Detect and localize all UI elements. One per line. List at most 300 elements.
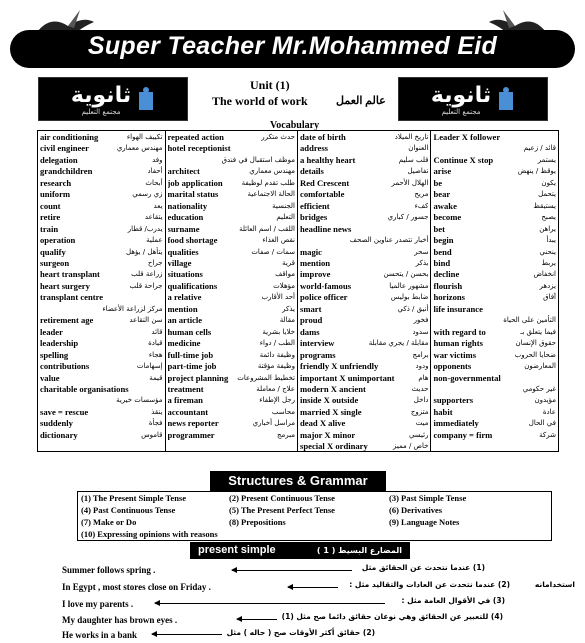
vocab-english: mention [300, 257, 331, 268]
vocab-english: accountant [167, 406, 209, 417]
structure-item: (6) Derivatives [389, 505, 443, 515]
vocab-row [168, 361, 295, 372]
vocab-row [168, 166, 295, 177]
vocab-english: with regard to [433, 326, 486, 337]
vocab-row [300, 304, 428, 315]
vocab-english: heart transplant [40, 269, 100, 280]
vocab-row [40, 155, 163, 166]
vocab-english: air conditioning [40, 132, 99, 142]
vocab-arabic: تخطيط المشروعات [237, 373, 295, 382]
vocab-arabic: متزوج [410, 407, 429, 416]
vocab-english: dead X alive [300, 418, 346, 429]
vocab-row [168, 258, 295, 269]
vocab-row [433, 430, 556, 441]
vocab-english: horizons [433, 292, 465, 303]
vocab-arabic: ضحايا الحروب [514, 350, 556, 359]
vocab-row [300, 258, 428, 269]
structure-item: (4) Past Continuous Tense [81, 505, 176, 515]
vocab-arabic: قيادة [148, 339, 163, 348]
vocab-arabic: المعارضون [524, 362, 556, 371]
vocab-english: begin [433, 235, 454, 246]
vocab-row [168, 269, 295, 280]
vocab-english: operation [40, 235, 76, 246]
vocab-english: date of birth [300, 132, 346, 142]
vocab-row [168, 384, 295, 395]
vocab-arabic: رئيسي [408, 430, 429, 439]
vocab-row [300, 143, 428, 154]
vocab-row [168, 373, 295, 384]
vocab-arabic: حقوق الإنسان [515, 339, 556, 348]
vocab-row [433, 189, 556, 200]
vocab-arabic: مهندس معماري [249, 167, 295, 176]
vocab-arabic: سن التقاعد [129, 316, 163, 325]
unit-title: The world of work [212, 94, 308, 108]
vocab-row [40, 224, 163, 235]
vocab-row [40, 315, 163, 326]
logo [38, 77, 188, 121]
vocab-english: delegation [40, 154, 78, 165]
vocab-arabic: يحسن / يتحسن [383, 270, 429, 279]
vocab-row [168, 304, 295, 315]
vocab-english: bet [433, 223, 445, 234]
vocab-english: a healthy heart [300, 154, 356, 165]
vocab-arabic: حديث [411, 384, 429, 393]
vocab-arabic: أحفاد [147, 167, 163, 176]
vocab-english: interview [300, 338, 335, 349]
vocab-arabic: إسهامات [136, 362, 163, 371]
vocab-row [433, 166, 556, 177]
vocab-row [40, 407, 163, 418]
vocab-english: a relative [167, 292, 202, 303]
vocab-arabic: مقابلة / يجري مقابلة [368, 339, 429, 348]
vocab-english: bend [433, 246, 452, 257]
vocab-row [300, 441, 428, 452]
vocab-row [168, 350, 295, 361]
vocab-row [40, 132, 163, 143]
vocab-arabic: يزدهر [539, 281, 556, 290]
vocab-arabic: مواقف [275, 270, 295, 279]
vocab-english: inside X outside [300, 395, 359, 406]
vocab-row [433, 292, 556, 303]
vocab-english: value [40, 372, 60, 383]
structure-item [308, 528, 429, 540]
vocab-english: war victims [433, 349, 477, 360]
vocab-row [40, 395, 163, 406]
example-sentence: He works in a bank [62, 630, 138, 640]
vocab-arabic: جسور / كباري [387, 213, 429, 222]
vocab-row [300, 395, 428, 406]
vocab-english: full-time job [167, 349, 214, 360]
vocab-english: project planning [167, 372, 229, 383]
usage-rule: (3) في الأقوال العامة مثل : [401, 596, 505, 605]
vocab-row [300, 247, 428, 258]
structures-row [78, 528, 551, 540]
vocab-english: bear [433, 189, 451, 200]
vocab-english: address [300, 143, 329, 154]
vocab-arabic: قرية [282, 258, 295, 267]
vocab-row [168, 201, 295, 212]
vocab-row [433, 315, 556, 326]
vocab-row [300, 327, 428, 338]
vocab-english: retirement age [40, 315, 94, 326]
vocab-english: supporters [433, 395, 474, 406]
vocab-english: become [433, 212, 462, 223]
vocab-row [168, 418, 295, 429]
vocab-row [300, 235, 428, 246]
logo-sub: مجتمع التعليم [441, 107, 481, 116]
vocab-row [40, 189, 163, 200]
vocab-english: mention [167, 303, 198, 314]
vocab-english: an article [167, 315, 203, 326]
vocab-row [433, 350, 556, 361]
vocab-arabic: الطب / دواء [259, 339, 295, 348]
vocab-arabic: جراح [147, 258, 163, 267]
vocab-arabic: يستمر [537, 155, 556, 164]
vocab-english: habit [433, 406, 453, 417]
vocab-arabic: رجل الإطفاء [259, 396, 295, 405]
vocab-english: company = firm [433, 429, 493, 440]
vocab-row [433, 155, 556, 166]
vocab-arabic: فخور [413, 316, 429, 325]
vocab-english: comfortable [300, 189, 345, 200]
vocab-english: village [167, 257, 192, 268]
vocab-arabic: يتقاعد [144, 213, 163, 222]
vocab-english: suddenly [40, 418, 73, 429]
vocab-row [300, 269, 428, 280]
vocab-row [40, 269, 163, 280]
page-title: Super Teacher Mr.Mohammed Eid [87, 32, 498, 60]
vocab-row [168, 235, 295, 246]
vocab-english: research [40, 177, 72, 188]
vocab-english: dictionary [40, 429, 78, 440]
vocab-row [40, 235, 163, 246]
vocab-row [40, 292, 163, 303]
vocab-arabic: يتحمل [538, 190, 556, 199]
vocab-row [40, 361, 163, 372]
vocab-english: proud [300, 315, 323, 326]
vocab-row [40, 304, 163, 315]
vocab-english: a fireman [167, 395, 203, 406]
present-simple-label-arabic: المضارع البسيط ( 1 ) [316, 546, 402, 555]
vocab-english: marital status [167, 189, 219, 200]
vocab-row [40, 373, 163, 384]
vocab-row [40, 350, 163, 361]
vocab-english: charitable organisations [40, 383, 129, 394]
vocab-arabic: الهلال الأحمر [391, 178, 429, 187]
structure-item: (7) Make or Do [81, 517, 137, 527]
vocab-english: food shortage [167, 235, 218, 246]
vocab-arabic: يتأهل / يؤهل [125, 247, 163, 256]
vocab-english: Red Crescent [300, 177, 350, 188]
vocab-arabic: شركة [539, 430, 556, 439]
vocab-arabic: تكييف الهواء [126, 133, 163, 141]
vocab-arabic: غير حكومي [522, 384, 556, 393]
structure-item: (1) The Present Simple Tense [81, 493, 186, 503]
vocab-row [300, 166, 428, 177]
vocab-english: leadership [40, 338, 79, 349]
vocab-arabic: في الحال [528, 419, 556, 428]
vocab-arabic: التعليم [276, 213, 295, 222]
vocab-arabic: انخفاض [533, 270, 556, 279]
vocab-arabic: اللقب / اسم العائلة [239, 224, 295, 233]
vocab-row [433, 235, 556, 246]
vocab-arabic: قائد / زعيم [523, 144, 556, 153]
vocab-row [433, 327, 556, 338]
vocab-english: treatment [167, 383, 204, 394]
vocab-row [40, 178, 163, 189]
vocab-arabic: أخبار تتصدر عناوين الصحف [349, 236, 429, 245]
book-icon [497, 86, 515, 112]
vocab-arabic: ينحني [539, 247, 556, 256]
vocab-english: job application [167, 177, 223, 188]
vocab-arabic: جراحة قلب [129, 281, 163, 290]
header-banner [10, 8, 575, 70]
vocab-row [433, 143, 556, 154]
structure-item: (8) Prepositions [229, 517, 286, 527]
vocab-arabic: ميت [415, 419, 429, 428]
vocab-english: medicine [167, 338, 201, 349]
vocab-arabic: العنوان [408, 144, 429, 153]
vocab-row [300, 132, 428, 143]
vocab-row [300, 361, 428, 372]
example-sentence: My daughter has brown eyes . [62, 615, 178, 625]
vocab-english: special X ordinary [300, 441, 368, 452]
vocab-row [168, 212, 295, 223]
vocab-column [298, 131, 431, 451]
vocab-english: awake [433, 200, 457, 211]
structure-item: (9) Language Notes [389, 517, 460, 527]
vocab-arabic: كفء [414, 201, 429, 210]
vocab-row [433, 247, 556, 258]
structures-row [78, 504, 551, 516]
example-sentence: In Egypt , most stores close on Friday . [62, 582, 211, 592]
vocab-arabic: سحر [414, 247, 429, 256]
vocab-arabic: مهندس معماري [116, 144, 163, 153]
vocab-row [433, 373, 556, 384]
vocab-english: situations [167, 269, 203, 280]
vocab-row [40, 338, 163, 349]
vocab-english: headline news [300, 223, 352, 234]
structures-row [78, 516, 551, 528]
vocab-row [40, 166, 163, 177]
example-sentence: Summer follows spring . [62, 565, 156, 575]
vocab-english: spelling [40, 349, 69, 360]
vocab-row [300, 418, 428, 429]
vocab-arabic: عملية [146, 236, 163, 245]
vocab-english: human rights [433, 338, 483, 349]
vocabulary-heading: Vocabulary [270, 120, 320, 131]
vocab-row [300, 430, 428, 441]
vocab-english: friendly X unfriendly [300, 361, 379, 372]
vocab-english: architect [167, 166, 200, 177]
vocab-english: immediately [433, 418, 479, 429]
vocab-arabic: فجأة [148, 419, 163, 428]
vocab-row [168, 132, 295, 143]
vocabulary-table [37, 130, 559, 452]
vocab-arabic: نقص الغذاء [262, 236, 295, 245]
arrow-icon [232, 570, 352, 571]
vocab-english: uniform [40, 189, 71, 200]
vocab-english: leader [40, 326, 63, 337]
structure-item [430, 528, 551, 540]
vocab-row [168, 281, 295, 292]
vocab-row [433, 269, 556, 280]
vocab-english: magic [300, 246, 322, 257]
vocab-arabic: يستيقظ [533, 201, 556, 210]
vocab-arabic: مراسل أخباري [252, 419, 295, 428]
vocab-arabic: الحالة الاجتماعية [247, 190, 295, 199]
vocab-row [168, 155, 295, 166]
vocab-arabic: آفاق [543, 293, 556, 302]
vocab-english: train [40, 223, 59, 234]
vocab-arabic: مؤهلات [273, 281, 295, 290]
vocab-row [300, 212, 428, 223]
arrow-icon [288, 587, 338, 588]
vocab-arabic: يذكر [282, 304, 295, 313]
structures-table [77, 491, 552, 541]
vocab-arabic: مريح [414, 190, 429, 199]
vocab-arabic: يدرب/ قطار [127, 224, 163, 233]
logo-text: ثانوية [430, 82, 492, 108]
vocab-arabic: يبدأ [546, 236, 556, 245]
vocab-arabic: قلب سليم [398, 155, 429, 164]
vocab-row [433, 407, 556, 418]
vocab-arabic: داخل [413, 396, 429, 405]
vocab-row [168, 143, 295, 154]
vocab-arabic: علاج / معاملة [256, 384, 295, 393]
vocab-arabic: يعد [153, 201, 163, 210]
vocab-row [433, 338, 556, 349]
vocab-row [40, 384, 163, 395]
vocab-row [300, 281, 428, 292]
vocab-arabic: يوقظ / ينهض [517, 167, 556, 176]
vocab-english: qualities [167, 246, 199, 257]
vocab-row [168, 292, 295, 303]
vocab-english: heart surgery [40, 280, 90, 291]
vocab-arabic: مقالة [279, 316, 295, 325]
vocab-english: surname [167, 223, 200, 234]
vocab-row [168, 189, 295, 200]
vocab-arabic: وفد [152, 155, 163, 164]
vocab-row [433, 224, 556, 235]
vocab-row [300, 373, 428, 384]
vocab-arabic: يربط [541, 258, 556, 267]
present-simple-heading [190, 542, 410, 559]
vocab-english: hotel receptionist [167, 143, 231, 154]
usage-rule: (1) عندما نتحدث عن الحقائق مثل [361, 563, 485, 572]
vocab-english: education [167, 212, 204, 223]
vocab-row [168, 327, 295, 338]
vocab-arabic: مؤسسات خيرية [116, 396, 163, 405]
vocab-arabic: مشهور عالميا [389, 281, 429, 290]
vocab-english: married X single [300, 406, 362, 417]
vocab-english: decline [433, 269, 460, 280]
vocab-arabic: هجاء [148, 350, 163, 359]
vocab-row [433, 258, 556, 269]
vocab-english: save = rescue [40, 406, 89, 417]
vocab-arabic: أنيق / ذكي [397, 304, 429, 313]
vocab-english: police officer [300, 292, 348, 303]
unit-number: Unit (1) [250, 78, 290, 92]
vocab-english: qualify [40, 246, 66, 257]
vocab-row [40, 418, 163, 429]
vocab-row [40, 430, 163, 441]
vocab-row [300, 315, 428, 326]
logo [398, 77, 548, 121]
vocab-arabic: ودود [415, 362, 429, 371]
vocab-english: important X unimportant [300, 372, 395, 383]
vocab-english: civil engineer [40, 143, 89, 154]
vocab-english: transplant centre [40, 292, 104, 303]
usage-heading: استخدامانه [534, 580, 575, 589]
vocab-english: nationality [167, 200, 208, 211]
vocab-english: arise [433, 166, 452, 177]
vocab-row [40, 281, 163, 292]
usage-rule: (2) عندما نتحدث عن العادات والتقاليد مثل : [349, 580, 510, 589]
vocab-row [168, 430, 295, 441]
vocab-row [168, 178, 295, 189]
vocab-column [431, 131, 558, 451]
vocab-arabic: زي رسمي [132, 190, 163, 199]
vocab-arabic: خلايا بشرية [262, 327, 295, 336]
vocab-english: qualifications [167, 280, 218, 291]
structure-item: (2) Present Continuous Tense [229, 493, 335, 503]
arrow-icon [155, 603, 385, 604]
vocab-arabic: وظيفة مؤقتة [257, 362, 295, 371]
vocab-arabic: مؤيدون [534, 396, 556, 405]
vocab-arabic: طلب تقدم لوظيفة [241, 178, 295, 187]
usage-rule: (2) حقائق أكثر الأوقات صح ( حاله ) مثل [226, 628, 375, 637]
vocab-english: be [433, 177, 443, 188]
vocab-row [300, 292, 428, 303]
vocab-row [168, 338, 295, 349]
vocab-arabic: موظف استقبال في فندق [221, 155, 295, 164]
usage-rule: (4) للتعبير عن الحقائق وهي نوعان حقائق دائما صح مثل (1) [281, 612, 503, 621]
vocab-column [38, 131, 166, 451]
vocab-row [168, 224, 295, 235]
vocab-english: improve [300, 269, 331, 280]
vocab-english: modern X ancient [300, 383, 366, 394]
vocab-row [433, 132, 556, 143]
vocab-english: efficient [300, 200, 330, 211]
vocab-arabic: مركز لزراعة الأعضاء [102, 304, 163, 313]
vocab-english: part-time job [167, 361, 217, 372]
vocab-row [300, 407, 428, 418]
vocab-arabic: مبرمج [277, 430, 295, 439]
structure-item: (3) Past Simple Tense [389, 493, 467, 503]
vocab-english: repeated action [167, 132, 224, 142]
vocab-english: count [40, 200, 61, 211]
unit-title-arabic: عالم العمل [336, 95, 386, 107]
vocab-arabic: هام [418, 373, 429, 382]
present-simple-label: present simple [198, 544, 276, 556]
vocab-row [40, 212, 163, 223]
vocab-english: surgeon [40, 257, 70, 268]
vocab-row [433, 304, 556, 315]
structure-item: (5) The Present Perfect Tense [229, 505, 335, 515]
arrow-icon [237, 619, 277, 620]
vocab-arabic: تفاصيل [407, 167, 429, 176]
vocab-row [433, 201, 556, 212]
vocab-arabic: ينقذ [151, 407, 163, 416]
vocab-english: contributions [40, 361, 90, 372]
structures-title: Structures & Grammar [210, 471, 386, 491]
vocab-english: life insurance [433, 303, 483, 314]
vocab-row [433, 395, 556, 406]
vocab-row [300, 338, 428, 349]
vocab-row [168, 247, 295, 258]
vocab-arabic: أحد الأقارب [261, 293, 295, 302]
